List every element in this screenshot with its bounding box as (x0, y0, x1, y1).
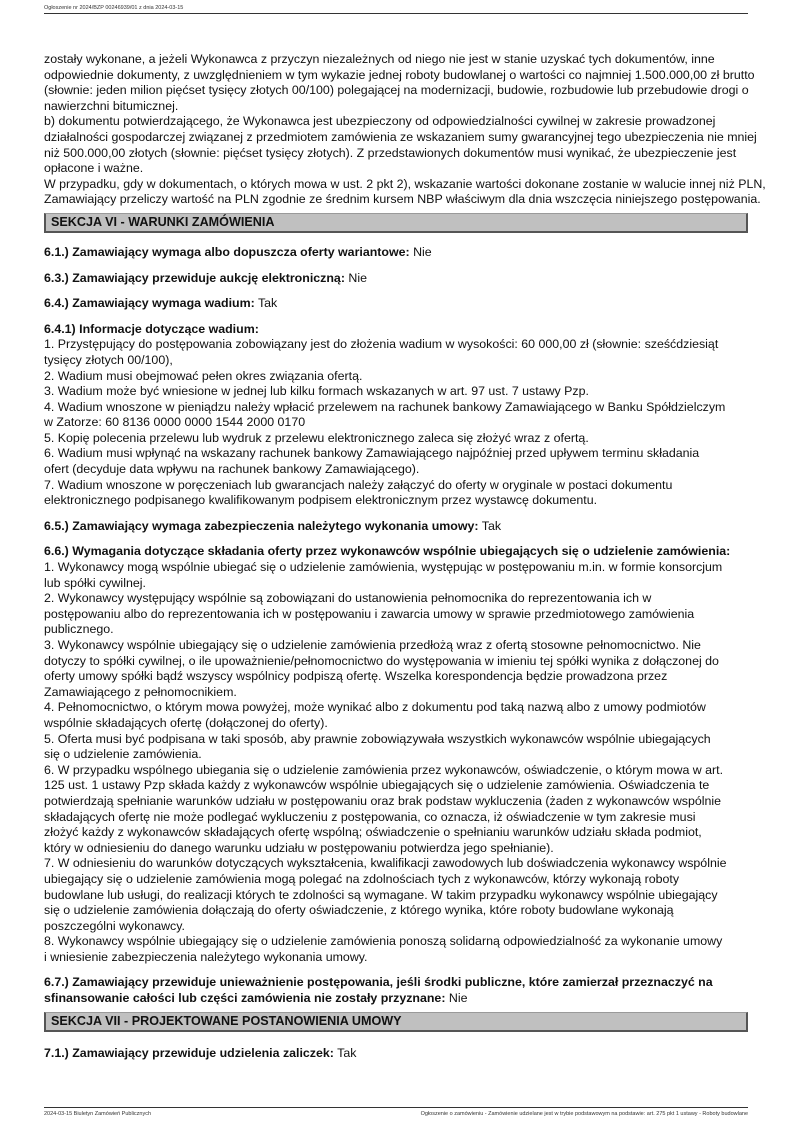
text-line: tysięcy złotych 00/100), (44, 352, 173, 367)
bank-account-line: w Zatorze: 60 8136 0000 0000 1544 2000 0170 (44, 415, 306, 430)
question-label: 7.1.) Zamawiający przewiduje udzielenia zaliczek: (44, 1045, 334, 1060)
text-line: 6. Wadium musi wpłynąć na wskazany rachunek bankowy Zamawiającego najpóźniej przed upływem terminu składania (44, 446, 700, 461)
answer-value: Nie (409, 244, 432, 259)
text-line: się o udzielenie zamówienia. (44, 747, 202, 762)
text-line: 7. Wadium wnoszone w poręczeniach lub gwarancjach należy załączyć do oferty w oryginale w postaci dokumentu (44, 477, 673, 492)
answer-value: Nie (344, 270, 367, 285)
footer-date-source: 2024-03-15 Biuletyn Zamówień Publicznych (44, 1111, 152, 1117)
question-7-1 (44, 1046, 750, 1062)
text-line: i wniesienie zabezpieczenia należytego wykonania umowy. (44, 949, 368, 964)
text-line: Zamawiającego z pełnomocnikiem. (44, 684, 237, 699)
text-line: elektronicznego podpisanego kwalifikowanym podpisem elektronicznym przez wystawcę dokumentu. (44, 493, 598, 508)
text-line: złożyć każdy z wykonawców składających ofertę wspólną; oświadczenie o spełnianiu warunków udziału składa podmiot, (44, 825, 702, 840)
text-line: ubiegający się o udzielenie zamówienia mogą polegać na zdolnościach tych z wykonawców, którzy wykonają roboty (44, 871, 680, 886)
wadium-info (44, 322, 750, 509)
text-line: 8. Wykonawcy wspólnie ubiegający się o udzielenie zamówienia ponoszą solidarną odpowiedzialność za wykonanie umowy (44, 934, 723, 949)
question-6-4 (44, 296, 750, 312)
text-line: publicznego. (44, 622, 114, 637)
text-line: postępowaniu albo do reprezentowania ich w postępowaniu i zawarcia umowy w sprawie przedmiotowego zamówienia (44, 606, 695, 621)
section-6-header: SEKCJA VI - WARUNKI ZAMÓWIENIA (44, 213, 748, 233)
text-line: W przypadku, gdy w dokumentach, o których mowa w ust. 2 pkt 2), wskazanie wartości dokonane zostanie w walucie innej niż PLN, (44, 176, 766, 191)
question-6-7 (44, 975, 750, 1006)
answer-value: Nie (445, 991, 468, 1006)
footer-notice-type: Ogłoszenie o zamówieniu - Zamówienie udzielane jest w trybie podstawowym na podstawie: art. 275 pkt 1 ustawy - Roboty budowlane (420, 1111, 748, 1117)
text-line: Zamawiający przeliczy wartość na PLN zgodnie ze średnim kursem NBP właściwym dla dnia wszczęcia niniejszego postępowania. (44, 192, 761, 207)
answer-value: Tak (254, 296, 278, 311)
text-line: 5. Kopię polecenia przelewu lub wydruk z przelewu elektronicznego zaleca się złożyć wraz z ofertą. (44, 430, 589, 445)
text-line: zostały wykonane, a jeżeli Wykonawca z przyczyn niezależnych od niego nie jest w stanie uzyskać tych dokumentów, inne (44, 52, 715, 66)
question-label: 6.1.) Zamawiający wymaga albo dopuszcza oferty wariantowe: (44, 244, 410, 259)
text-line: 4. Pełnomocnictwo, o którym mowa powyżej, może wynikać albo z dokumentu pod taką nazwą albo z umowy podmiotów (44, 700, 706, 715)
text-line: 6. W przypadku wspólnego ubiegania się o udzielenie zamówienia przez wykonawców, oświadczenie, o którym mowa w art. (44, 762, 724, 777)
text-line: (słownie: jeden milion pięćset tysięcy złotych 00/100) polegającej na modernizacji, budowie, rozbudowie lub przebudowie drogi o (44, 83, 749, 98)
text-line: dotyczy to spółki cywilnej, o ile upoważnienie/pełnomocnictwo do występowania w imieniu tej spółki wynika z dołączonej do (44, 653, 719, 668)
text-line: oferty umowy spółki bądź wszyscy wspólnicy podpiszą ofertę. Wszelka korespondencja będzie prowadzona przez (44, 669, 668, 684)
text-line: 125 ust. 1 ustawy Pzp składa każdy z wykonawców wspólnie ubiegających się o udzielenie zamówienia. Oświadczenia te (44, 778, 710, 793)
text-line: ofert (decyduje data wpływu na rachunek bankowy Zamawiającego). (44, 462, 420, 477)
text-line: się o udzielenie zamówienia dołączają do oferty oświadczenie, z którego wynika, które roboty budowlane wykonają (44, 903, 674, 918)
text-line: budowlane lub usługi, do realizacji których te zdolności są wymagane. W takim przypadku wykonawcy wspólnie ubiegający (44, 887, 718, 902)
text-line: odpowiednie dokumenty, z uwzględnieniem w tym wykazie jednej roboty budowlanej o wartości co najmniej 1.500.000,00 zł brutto (44, 67, 755, 82)
text-line: potwierdzają spełnianie warunków udziału w postępowaniu oraz brak podstaw wykluczenia (żaden z wykonawców wspólnie (44, 793, 722, 808)
answer-value: Tak (333, 1045, 357, 1060)
text-line: 3. Wykonawcy wspólnie ubiegający się o udzielenie zamówienia przedłożą wraz z ofertą stosowne pełnomocnictwo. Nie (44, 638, 701, 652)
text-line: 5. Oferta musi być podpisana w taki sposób, aby prawnie zobowiązywała wszystkich wykonawców wspólnie ubiegających (44, 731, 711, 746)
text-line: opłacone i ważne. (44, 161, 144, 176)
text-line: niż 500.000,00 złotych (słownie: pięćset tysięcy złotych). Z przedstawionych dokumentów musi wynikać, że ubezpieczenie jest (44, 145, 737, 160)
document-content (44, 52, 766, 1061)
block-title: 6.6.) Wymagania dotyczące składania oferty przez wykonawców wspólnie ubiegających się o udzielenie zamówienia: (44, 544, 731, 559)
page-header (44, 5, 748, 14)
text-line: 3. Wadium może być wniesione w jednej lub kilku formach wskazanych w art. 97 ust. 7 ustawy Pzp. (44, 384, 589, 399)
text-line: działalności gospodarczej związanej z przedmiotem zamówienia ze wskazaniem sumy gwarancyjnej tego ubezpieczenia nie mniej (44, 129, 757, 144)
question-6-1 (44, 245, 750, 261)
text-line: lub spółki cywilnej. (44, 575, 146, 590)
answer-value: Tak (478, 518, 502, 533)
question-label: 6.3.) Zamawiający przewiduje aukcję elektroniczną: (44, 270, 345, 285)
question-6-3 (44, 271, 750, 287)
text-line: 1. Przystępujący do postępowania zobowiązany jest do złożenia wadium w wysokości: 60 000,00 zł (słownie: sześćdziesiąt (44, 337, 719, 352)
joint-bidders-requirements (44, 544, 750, 965)
text-line: nawierzchni bitumicznej. (44, 98, 179, 113)
page-footer (44, 1107, 748, 1117)
text-line: wspólnie składających ofertę (dołączonej do oferty). (44, 715, 328, 730)
announcement-number: Ogłoszenie nr 2024/BZP 00246939/01 z dnia 2024-03-15 (44, 5, 184, 11)
text-line: b) dokumentu potwierdzającego, że Wykonawca jest ubezpieczony od odpowiedzialności cywilnej w zakresie prowadzonej (44, 114, 716, 129)
question-6-5 (44, 519, 750, 535)
text-line: 1. Wykonawcy mogą wspólnie ubiegać się o udzielenie zamówienia, występując w postępowaniu m.in. w formie konsorcjum (44, 560, 723, 575)
text-line: składających ofertę nie może podlegać wykluczeniu z postępowania, co oznacza, iż oświadczenie w tym zakresie musi (44, 809, 696, 824)
text-line: który w odniesieniu do danego warunku udziału w postępowaniu potwierdza jego spełnianie). (44, 840, 554, 855)
question-label: 6.4.) Zamawiający wymaga wadium: (44, 296, 255, 311)
text-line: 2. Wadium musi obejmować pełen okres związania ofertą. (44, 368, 363, 383)
text-line: poszczególni wykonawcy. (44, 918, 185, 933)
question-label: 6.7.) Zamawiający przewiduje unieważnienie postępowania, jeśli środki publiczne, które zamierzał przeznaczyć na (44, 975, 713, 990)
intro-paragraph (44, 52, 766, 208)
question-label: sfinansowanie całości lub części zamówienia nie zostały przyznane: (44, 991, 446, 1006)
question-label: 6.5.) Zamawiający wymaga zabezpieczenia należytego wykonania umowy: (44, 518, 479, 533)
section-7-header: SEKCJA VII - PROJEKTOWANE POSTANOWIENIA UMOWY (44, 1012, 748, 1032)
text-line: 7. W odniesieniu do warunków dotyczących wykształcenia, kwalifikacji zawodowych lub doświadczenia wykonawcy wspólnie (44, 856, 727, 871)
block-title: 6.4.1) Informacje dotyczące wadium: (44, 321, 259, 336)
text-line: 2. Wykonawcy występujący wspólnie są zobowiązani do ustanowienia pełnomocnika do reprezentowania ich w (44, 591, 652, 606)
text-line: 4. Wadium wnoszone w pieniądzu należy wpłacić przelewem na rachunek bankowy Zamawiającego w Banku Spółdzielczym (44, 399, 726, 414)
